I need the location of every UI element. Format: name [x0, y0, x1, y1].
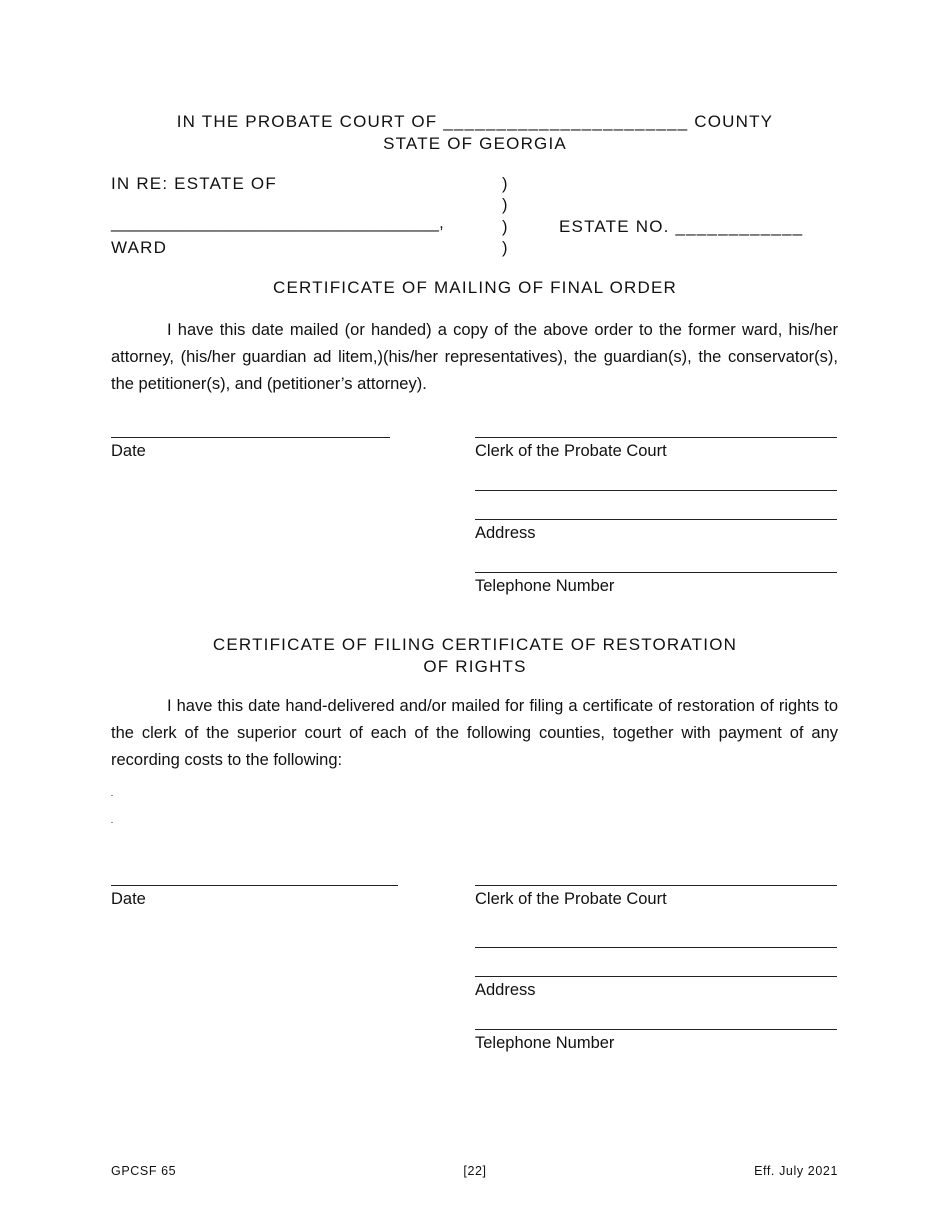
address-line[interactable]: [475, 976, 837, 977]
clerk-label: Clerk of the Probate Court: [475, 442, 667, 460]
address-line[interactable]: [475, 519, 837, 520]
mailing-certificate-paragraph: I have this date mailed (or handed) a copy of the above order to the former ward, his/her attorney, (his/her guardian ad litem,)(his/her representatives), the guardian(s), the conservator(s), the petitioner(s), and (petitioner’s attorney).: [111, 321, 838, 393]
restoration-certificate-title: CERTIFICATE OF FILING CERTIFICATE OF RESTORATION: [212, 635, 738, 654]
clerk-signature-line[interactable]: [475, 437, 837, 438]
telephone-line[interactable]: [475, 572, 837, 573]
telephone-label: Telephone Number: [475, 1034, 615, 1052]
address-line[interactable]: [475, 947, 837, 948]
restoration-certificate-title-line2: OF RIGHTS: [423, 657, 527, 676]
page-number: [22]: [463, 1164, 487, 1178]
effective-date: Eff. July 2021: [754, 1164, 838, 1178]
ward-name-blank[interactable]: ___________________________________,: [111, 214, 444, 232]
court-header: IN THE PROBATE COURT OF _______________________ COUNTY: [176, 112, 774, 131]
mailing-certificate-title: CERTIFICATE OF MAILING OF FINAL ORDER: [273, 278, 677, 297]
date-signature-line[interactable]: [111, 885, 398, 886]
caption-paren: ): [502, 196, 508, 214]
caption-paren: ): [502, 218, 508, 236]
telephone-label: Telephone Number: [475, 577, 615, 595]
address-label: Address: [475, 524, 536, 542]
telephone-line[interactable]: [475, 1029, 837, 1030]
caption-paren: ): [502, 239, 508, 257]
date-signature-line[interactable]: [111, 437, 390, 438]
stray-mark: [111, 795, 113, 796]
date-label: Date: [111, 442, 146, 460]
clerk-signature-line[interactable]: [475, 885, 837, 886]
in-re-label: IN RE: ESTATE OF: [111, 174, 277, 193]
caption-paren: ): [502, 175, 508, 193]
clerk-label: Clerk of the Probate Court: [475, 890, 667, 908]
address-label: Address: [475, 981, 536, 999]
date-label: Date: [111, 890, 146, 908]
stray-mark: [111, 822, 113, 823]
address-line[interactable]: [475, 490, 837, 491]
estate-number-field[interactable]: ESTATE NO. ____________: [559, 217, 804, 236]
form-id: GPCSF 65: [111, 1164, 177, 1178]
ward-label: WARD: [111, 238, 168, 257]
state-header: STATE OF GEORGIA: [383, 134, 567, 153]
restoration-certificate-paragraph: I have this date hand-delivered and/or mailed for filing a certificate of restoration of rights to the clerk of the superior court of each of the following counties, together with payment of any recording costs to the following:: [111, 697, 838, 769]
